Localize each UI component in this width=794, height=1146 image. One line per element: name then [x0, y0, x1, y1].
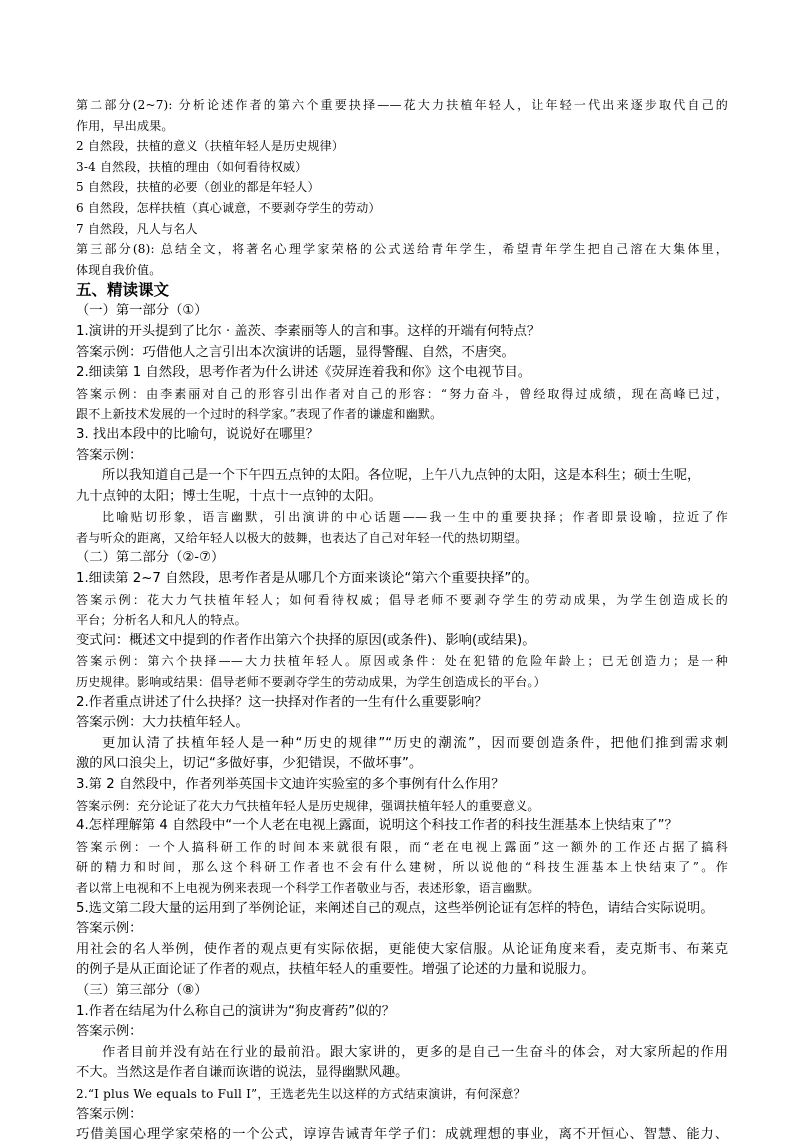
- outline-item-para5: 5 自然段，扶植的必要（创业的都是年轻人）: [76, 180, 320, 195]
- part3-summary-line1: 第三部分(8): 总结全文，将著名心理学家荣格的公式送给青年学生，希望青年学生把自己溶在大集体里，: [76, 242, 728, 257]
- answer-2-5-line1: 用社会的名人举例，使作者的观点更有实际依据，更能使大家信服。从论证角度来看，麦克斯韦、布莱克: [76, 941, 728, 957]
- answer-2-2-detail-line1: 更加认清了扶植年轻人是一种“历史的规律”“历史的潮流”，因而要创造条件，把他们推到需求刺: [102, 735, 728, 751]
- document-page: [76, 95, 728, 1146]
- answer-2-2-detail-line2: 激的风口浪尖上，切记“多做好事，少犯错误，不做坏事”。: [76, 756, 423, 772]
- quote-line1: 所以我知道自己是一个下午四五点钟的太阳。各位呢，上午八九点钟的太阳，这是本科生；硕士生呢，: [102, 468, 701, 484]
- answer-1-1: 答案示例：巧借他人之言引出本次演讲的话题，显得警醒、自然，不唐突。: [76, 344, 515, 360]
- part3-summary-line2: 体现自我价值。: [76, 262, 162, 277]
- answer-2-1-line1: 答案示例：花大力气扶植年轻人；如何看待权威；倡导老师不要剥夺学生的劳动成果，为学生创造成长的: [76, 592, 728, 607]
- variant-answer-line2: 历史规律。影响或结果：倡导老师不要剥夺学生的劳动成果，为学生创造成长的平台。）: [76, 675, 546, 690]
- answer-2-4-line1: 答案示例：一个人搞科研工作的时间本来就很有限，而“老在电视上露面”这一额外的工作还占据了搞科: [76, 839, 728, 854]
- question-1-3: 3. 找出本段中的比喻句，说说好在哪里？: [76, 426, 319, 442]
- question-3-1: 1.作者在结尾为什么称自己的演讲为“狗皮膏药”似的？: [76, 1003, 395, 1019]
- answer-3-2-line1: 巧借美国心理学家荣格的一个公式，谆谆告诫青年学子们：成就理想的事业，离不开恒心、智慧、能力、: [76, 1127, 728, 1143]
- question-2-1: 1.细读第 2~7 自然段，思考作者是从哪几个方面来谈论“第六个重要抉择”的。: [76, 571, 538, 587]
- section-heading-close-reading: 五、精读课文: [76, 281, 170, 300]
- outline-item-para2: 2 自然段，扶植的意义（扶植年轻人是历史规律）: [76, 139, 345, 154]
- outline-item-para3-4: 3-4 自然段，扶植的理由（如何看待权威）: [76, 159, 308, 174]
- subsection-heading-part3: （三）第三部分（⑧）: [76, 982, 208, 998]
- part2-summary-line2: 作用，早出成果。: [76, 118, 174, 133]
- part2-summary-line1: 第二部分(2~7): 分析论述作者的第六个重要抉择——花大力扶植年轻人，让年轻一代出来逐步取代自己的: [76, 98, 728, 112]
- question-2-5: 5.选文第二段大量的运用到了举例论证，来阐述自己的观点，这些举例论证有怎样的特色，请结合实际说明。: [76, 900, 714, 916]
- answer-3-1-line2: 不大。当然这是作者自谦而诙谐的说法，显得幽默风趣。: [76, 1065, 409, 1081]
- outline-item-para6: 6 自然段，怎样扶植（真心诚意，不要剥夺学生的劳动）: [76, 200, 381, 215]
- answer-2-5-line2: 的例子是从正面论证了作者的观点，扶植年轻人的重要性。增强了论述的力量和说服力。: [76, 962, 595, 978]
- subsection-heading-part2: （二）第二部分（②-⑦）: [76, 550, 225, 566]
- answer-2-3: 答案示例：充分论证了花大力气扶植年轻人是历史规律，强调扶植年轻人的重要意义。: [76, 798, 540, 813]
- outline-item-para7: 7 自然段，凡人与名人: [76, 221, 198, 236]
- answer-1-3-line1: 比喻贴切形象，语言幽默，引出演讲的中心话题——我一生中的重要抉择；作者即景设喻，拉近了作: [102, 510, 728, 525]
- answer-label-3-2: 答案示例：: [76, 1106, 143, 1122]
- question-1-2: 2.细读第 1 自然段，思考作者为什么讲述《荧屏连着我和你》这个电视节目。: [76, 365, 532, 381]
- question-2-4: 4.怎样理解第 4 自然段中“一个人老在电视上露面，说明这个科技工作者的科技生涯基本上快结束了”？: [76, 818, 678, 834]
- question-2-2: 2.作者重点讲述了什么抉择？这一抉择对作者的一生有什么重要影响？: [76, 694, 488, 710]
- variant-question: 变式问：概述文中提到的作者作出第六个抉择的原因(或条件)、影响(或结果)。: [76, 632, 536, 648]
- variant-answer-line1: 答案示例：第六个抉择——大力扶植年轻人。原因或条件：处在犯错的危险年龄上；已无创造力；是一种: [76, 654, 728, 669]
- question-3-2: 2.“I plus We equals to Full I”，王选老先生以这样的方式结束演讲，有何深意？: [76, 1086, 526, 1101]
- answer-2-4-line3: 者以常上电视和不上电视为例来表现一个科学工作者敬业与否，表述形象，语言幽默。: [76, 880, 540, 895]
- answer-2-1-line2: 平台；分析名人和凡人的特点。: [76, 613, 247, 628]
- answer-3-1-line1: 作者目前并没有站在行业的最前沿。跟大家讲的，更多的是自己一生奋斗的体会，对大家所起的作用: [102, 1044, 728, 1060]
- subsection-heading-part1: （一）第一部分（①）: [76, 303, 208, 319]
- answer-1-2-line1: 答案示例：由李素丽对自己的形容引出作者对自己的形容：“努力奋斗，曾经取得过成绩，现在高峰已过，: [76, 386, 728, 401]
- answer-label-2-5: 答案示例：: [76, 921, 143, 937]
- question-1-1: 1.演讲的开头提到了比尔 · 盖茨、李素丽等人的言和事。这样的开端有何特点？: [76, 323, 541, 339]
- quote-line2: 九十点钟的太阳；博士生呢，十点十一点钟的太阳。: [76, 488, 382, 504]
- answer-2-4-line2: 研的精力和时间，那么这个科研工作者也不会有什么建树，所以说他的“科技生涯基本上快结束了”。作: [76, 860, 728, 875]
- answer-1-3-line2: 者与听众的距离，又给年轻人以极大的鼓舞，也表达了自己对年轻一代的热切期望。: [76, 530, 528, 545]
- answer-label-3-1: 答案示例：: [76, 1024, 143, 1040]
- answer-1-2-line2: 跟不上新技术发展的一个过时的科学家。”表现了作者的谦虚和幽默。: [76, 407, 443, 422]
- answer-label: 答案示例：: [76, 447, 143, 463]
- answer-2-2: 答案示例：大力扶植年轻人。: [76, 715, 249, 731]
- question-2-3: 3.第 2 自然段中，作者列举英国卡文迪许实验室的多个事例有什么作用？: [76, 777, 505, 792]
